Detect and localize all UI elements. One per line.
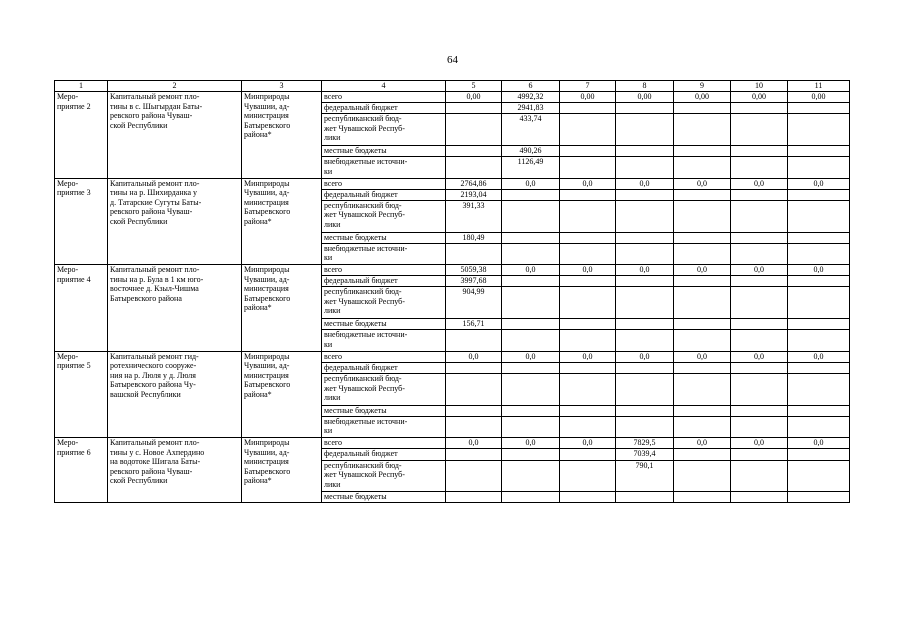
funding-value <box>446 330 502 351</box>
funding-value <box>731 330 788 351</box>
funding-value <box>616 405 674 416</box>
funding-source: всего <box>322 351 446 362</box>
funding-value <box>616 362 674 373</box>
funding-value: 0,00 <box>446 92 502 103</box>
funding-value <box>616 114 674 146</box>
column-header: 6 <box>502 81 560 92</box>
funding-value <box>731 232 788 243</box>
table-row <box>55 178 850 189</box>
funding-value <box>560 460 616 492</box>
funding-source: внебюджетные источни- ки <box>322 157 446 178</box>
funding-value <box>616 145 674 156</box>
funding-value: 0,0 <box>788 178 850 189</box>
funding-value <box>674 243 731 264</box>
funding-value <box>731 362 788 373</box>
funding-value <box>731 145 788 156</box>
funding-value <box>788 362 850 373</box>
funding-value <box>616 492 674 503</box>
funding-source: внебюджетные источни- ки <box>322 416 446 437</box>
funding-value <box>502 243 560 264</box>
funding-value <box>731 287 788 319</box>
funding-value <box>674 157 731 178</box>
funding-source: внебюджетные источни- ки <box>322 243 446 264</box>
funding-value <box>560 145 616 156</box>
funding-value <box>502 232 560 243</box>
funding-value: 0,0 <box>560 351 616 362</box>
header-row <box>55 81 850 92</box>
funding-source: федеральный бюджет <box>322 362 446 373</box>
funding-value <box>731 276 788 287</box>
funding-value <box>788 200 850 232</box>
funding-value: 0,00 <box>788 92 850 103</box>
funding-value: 0,0 <box>502 265 560 276</box>
funding-source: республиканский бюд- жет Чувашской Респуб- лики <box>322 200 446 232</box>
funding-value <box>560 374 616 406</box>
measure-name: Меро- приятие 4 <box>55 265 108 352</box>
funding-value: 0,0 <box>502 351 560 362</box>
funding-value <box>788 416 850 437</box>
funding-value <box>560 416 616 437</box>
measure-executor: Минприроды Чувашии, ад- министрация Батыревского района* <box>242 351 322 438</box>
budget-table <box>54 80 850 503</box>
funding-value <box>560 319 616 330</box>
funding-value <box>674 103 731 114</box>
funding-value <box>560 157 616 178</box>
funding-value <box>502 189 560 200</box>
funding-value <box>560 243 616 264</box>
funding-value <box>731 157 788 178</box>
funding-value <box>560 287 616 319</box>
funding-value: 7829,5 <box>616 438 674 449</box>
funding-value: 0,0 <box>446 438 502 449</box>
funding-value: 0,0 <box>560 178 616 189</box>
funding-value: 0,0 <box>616 178 674 189</box>
funding-source: внебюджетные источни- ки <box>322 330 446 351</box>
measure-name: Меро- приятие 6 <box>55 438 108 503</box>
funding-source: местные бюджеты <box>322 405 446 416</box>
funding-value <box>788 449 850 460</box>
funding-source: федеральный бюджет <box>322 276 446 287</box>
funding-value <box>731 492 788 503</box>
measure-executor: Минприроды Чувашии, ад- министрация Батыревского района* <box>242 92 322 179</box>
funding-value <box>616 243 674 264</box>
funding-value: 0,0 <box>731 438 788 449</box>
funding-source: всего <box>322 92 446 103</box>
funding-value <box>502 276 560 287</box>
funding-value: 2193,04 <box>446 189 502 200</box>
page-number: 64 <box>447 54 458 66</box>
funding-value: 2941,83 <box>502 103 560 114</box>
funding-value <box>560 232 616 243</box>
column-header: 2 <box>108 81 242 92</box>
funding-value <box>731 374 788 406</box>
funding-value <box>674 287 731 319</box>
funding-value <box>560 200 616 232</box>
funding-value <box>560 189 616 200</box>
funding-value <box>731 416 788 437</box>
funding-source: всего <box>322 265 446 276</box>
measure-description: Капитальный ремонт пло- тины на р. Шихирданка у д. Татарские Сугуты Баты- ревского района Чуваш- ской Республики <box>108 178 242 265</box>
funding-value: 0,0 <box>788 351 850 362</box>
funding-value <box>731 103 788 114</box>
funding-value: 0,0 <box>731 265 788 276</box>
table-row <box>55 265 850 276</box>
funding-value <box>560 276 616 287</box>
funding-value <box>502 374 560 406</box>
funding-source: местные бюджеты <box>322 145 446 156</box>
funding-value <box>788 287 850 319</box>
funding-value <box>788 114 850 146</box>
funding-value: 0,0 <box>502 438 560 449</box>
table-row <box>55 92 850 103</box>
column-header: 4 <box>322 81 446 92</box>
funding-value <box>502 362 560 373</box>
funding-value: 0,0 <box>788 265 850 276</box>
funding-value <box>446 405 502 416</box>
funding-value <box>502 330 560 351</box>
funding-source: республиканский бюд- жет Чувашской Респуб- лики <box>322 460 446 492</box>
funding-value <box>788 103 850 114</box>
column-header: 5 <box>446 81 502 92</box>
funding-value <box>560 362 616 373</box>
funding-value <box>674 374 731 406</box>
table-row <box>55 438 850 449</box>
funding-value <box>674 330 731 351</box>
funding-value: 0,0 <box>674 265 731 276</box>
funding-value <box>446 492 502 503</box>
funding-value <box>502 492 560 503</box>
funding-value <box>502 405 560 416</box>
funding-value: 0,0 <box>616 351 674 362</box>
funding-value <box>616 200 674 232</box>
measure-name: Меро- приятие 5 <box>55 351 108 438</box>
funding-value: 0,0 <box>616 265 674 276</box>
funding-value <box>788 276 850 287</box>
column-header: 9 <box>674 81 731 92</box>
funding-value <box>674 232 731 243</box>
funding-value: 490,26 <box>502 145 560 156</box>
funding-value <box>502 449 560 460</box>
funding-value <box>446 157 502 178</box>
funding-value: 0,0 <box>560 265 616 276</box>
funding-value: 0,0 <box>674 351 731 362</box>
funding-value <box>788 330 850 351</box>
funding-value <box>788 405 850 416</box>
funding-value <box>616 287 674 319</box>
funding-value <box>731 189 788 200</box>
funding-value: 0,0 <box>788 438 850 449</box>
funding-value: 0,0 <box>731 351 788 362</box>
funding-value: 2764,86 <box>446 178 502 189</box>
funding-value <box>446 243 502 264</box>
funding-value <box>560 492 616 503</box>
measure-description: Капитальный ремонт гид- ротехнического сооруже- ния на р. Люля у д. Люля Батыревского района Чу- вашской Республики <box>108 351 242 438</box>
funding-source: всего <box>322 438 446 449</box>
funding-source: местные бюджеты <box>322 232 446 243</box>
funding-value: 0,0 <box>560 438 616 449</box>
funding-value: 0,00 <box>674 92 731 103</box>
funding-value <box>616 374 674 406</box>
column-header: 10 <box>731 81 788 92</box>
funding-value <box>788 319 850 330</box>
funding-value: 0,00 <box>731 92 788 103</box>
funding-value <box>731 319 788 330</box>
column-header: 3 <box>242 81 322 92</box>
funding-value <box>674 319 731 330</box>
funding-source: федеральный бюджет <box>322 103 446 114</box>
funding-source: республиканский бюд- жет Чувашской Респуб- лики <box>322 287 446 319</box>
funding-value: 7039,4 <box>616 449 674 460</box>
funding-source: республиканский бюд- жет Чувашской Респуб- лики <box>322 114 446 146</box>
funding-value <box>446 103 502 114</box>
funding-value: 0,0 <box>674 178 731 189</box>
column-header: 1 <box>55 81 108 92</box>
funding-value <box>502 460 560 492</box>
funding-value <box>788 157 850 178</box>
funding-value: 3997,68 <box>446 276 502 287</box>
funding-value <box>674 460 731 492</box>
funding-value <box>788 374 850 406</box>
funding-value <box>446 362 502 373</box>
funding-value: 1126,49 <box>502 157 560 178</box>
funding-value <box>788 460 850 492</box>
funding-value: 0,00 <box>616 92 674 103</box>
funding-value <box>560 114 616 146</box>
funding-value <box>731 243 788 264</box>
funding-value <box>674 416 731 437</box>
funding-value <box>502 319 560 330</box>
funding-source: местные бюджеты <box>322 492 446 503</box>
column-header: 11 <box>788 81 850 92</box>
funding-value <box>616 319 674 330</box>
funding-value <box>502 287 560 319</box>
measure-executor: Минприроды Чувашии, ад- министрация Батыревского района* <box>242 438 322 503</box>
funding-value <box>674 362 731 373</box>
funding-value <box>674 189 731 200</box>
measure-executor: Минприроды Чувашии, ад- министрация Батыревского района* <box>242 178 322 265</box>
measure-description: Капитальный ремонт пло- тины у с. Новое Ахпердино на водотоке Шигала Баты- ревского района Чуваш- ской Республики <box>108 438 242 503</box>
funding-value <box>731 460 788 492</box>
funding-source: всего <box>322 178 446 189</box>
funding-value: 4992,32 <box>502 92 560 103</box>
funding-value: 0,0 <box>731 178 788 189</box>
measure-executor: Минприроды Чувашии, ад- министрация Батыревского района* <box>242 265 322 352</box>
funding-value <box>446 145 502 156</box>
funding-value <box>731 449 788 460</box>
measure-name: Меро- приятие 2 <box>55 92 108 179</box>
funding-value <box>674 145 731 156</box>
funding-source: республиканский бюд- жет Чувашской Респуб- лики <box>322 374 446 406</box>
funding-value: 433,74 <box>502 114 560 146</box>
funding-value <box>502 416 560 437</box>
funding-value <box>788 243 850 264</box>
funding-value: 904,99 <box>446 287 502 319</box>
funding-value <box>446 374 502 406</box>
column-header: 7 <box>560 81 616 92</box>
funding-value <box>560 405 616 416</box>
funding-value: 391,33 <box>446 200 502 232</box>
funding-value <box>616 416 674 437</box>
funding-value <box>788 189 850 200</box>
measure-name: Меро- приятие 3 <box>55 178 108 265</box>
measure-description: Капитальный ремонт пло- тины в с. Шыгырдан Баты- ревского района Чуваш- ской Республики <box>108 92 242 179</box>
table-row <box>55 351 850 362</box>
funding-source: федеральный бюджет <box>322 189 446 200</box>
funding-value: 0,00 <box>560 92 616 103</box>
funding-value <box>674 492 731 503</box>
funding-value <box>502 200 560 232</box>
funding-value: 0,0 <box>502 178 560 189</box>
funding-value <box>616 103 674 114</box>
funding-value <box>788 232 850 243</box>
funding-value <box>674 405 731 416</box>
funding-value <box>674 276 731 287</box>
funding-value <box>788 145 850 156</box>
funding-value <box>560 330 616 351</box>
funding-value <box>616 276 674 287</box>
funding-value: 156,71 <box>446 319 502 330</box>
funding-value <box>788 492 850 503</box>
funding-value: 0,0 <box>446 351 502 362</box>
funding-value: 180,49 <box>446 232 502 243</box>
measure-description: Капитальный ремонт пло- тины на р. Була в 1 км юго- восточнее д. Кзыл-Чишма Батыревского района <box>108 265 242 352</box>
funding-value <box>616 157 674 178</box>
funding-value <box>560 103 616 114</box>
funding-value <box>731 200 788 232</box>
column-header: 8 <box>616 81 674 92</box>
funding-source: местные бюджеты <box>322 319 446 330</box>
funding-value <box>560 449 616 460</box>
funding-value <box>674 449 731 460</box>
funding-value <box>616 330 674 351</box>
funding-value <box>446 460 502 492</box>
funding-value <box>446 416 502 437</box>
funding-value <box>446 449 502 460</box>
funding-value: 0,0 <box>674 438 731 449</box>
funding-value <box>674 114 731 146</box>
funding-value: 5059,38 <box>446 265 502 276</box>
funding-value: 790,1 <box>616 460 674 492</box>
funding-value <box>731 114 788 146</box>
funding-value <box>446 114 502 146</box>
funding-value <box>674 200 731 232</box>
funding-source: федеральный бюджет <box>322 449 446 460</box>
funding-value <box>616 189 674 200</box>
funding-value <box>731 405 788 416</box>
funding-value <box>616 232 674 243</box>
